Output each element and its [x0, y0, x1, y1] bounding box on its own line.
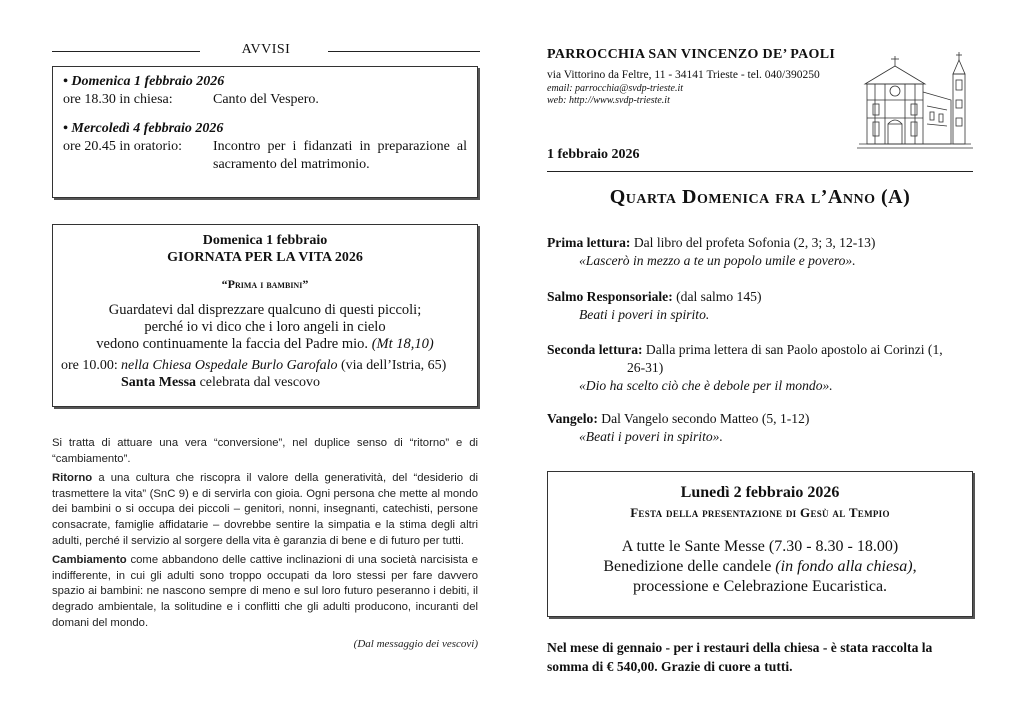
feast-procession: processione e Celebrazione Eucaristica. — [632, 578, 888, 595]
reading-citation: «Beati i poveri in spirito». — [579, 429, 723, 444]
vita-title: GIORNATA PER LA VITA 2026 — [167, 250, 363, 265]
reading-second — [547, 341, 973, 395]
bishops-message — [52, 436, 478, 653]
reading-first — [547, 234, 973, 270]
mass-celebration: Santa Messa celebrata dal vescovo — [121, 375, 321, 390]
quote-line: Guardatevi dal disprezzare qualcuno di questi piccoli; — [108, 302, 422, 318]
parish-address: via Vittorino da Feltre, 11 - 34141 Trieste - tel. 040/390250 — [547, 69, 820, 81]
event-description: Incontro per i fidanzati in preparazione al sacramento del matrimonio. — [213, 139, 467, 172]
reading-psalm — [547, 288, 973, 324]
church-illustration — [855, 44, 975, 152]
feast-name: Festa della presentazione di Gesù al Tempio — [630, 505, 890, 520]
feast-masses: A tutte le Sante Messe (7.30 - 8.30 - 18.00) — [621, 538, 899, 555]
reading-citation: «Dio ha scelto ciò che è debole per il mondo». — [579, 378, 833, 393]
article-ritorno: Ritorno a una cultura che riscopra il valore della generatività, del “desiderio di trasmettere la vita” (SnC 9) e di servirla con gioia. Ogni persona che mette al mondo dei bambini o si occupa dei piccoli – genitori, nonni, insegnanti, catechisti, persone consacrate, famiglie affidatarie – dovrebbe sentire la simpatia e la stima degli altri adulti, perché il servizio al sorgere della vita è garanzia di bene e di futuro per tutti. — [52, 472, 478, 547]
giornata-vita-box — [52, 224, 478, 407]
event-time: ore 20.45 in oratorio: — [63, 139, 182, 154]
quote-line-last: vedono continuamente la faccia del Padre mio. (Mt 18,10) — [96, 336, 434, 352]
reading-source: Dalla prima lettera di san Paolo apostolo ai Corinzi (1, — [642, 342, 943, 357]
reading-label: Salmo Responsoriale: — [547, 289, 673, 304]
mass-details — [121, 357, 446, 391]
feast-candles: Benedizione delle candele (in fondo alla chiesa), — [603, 558, 917, 575]
vita-date: Domenica 1 febbraio — [202, 233, 328, 248]
event-wednesday — [63, 120, 467, 174]
parish-web: web: http://www.svdp-trieste.it — [547, 95, 670, 106]
article-source: (Dal messaggio dei vescovi) — [353, 638, 478, 651]
event-description: Canto del Vespero. — [213, 92, 319, 107]
mass-info — [61, 357, 469, 391]
avvisi-heading — [52, 42, 480, 60]
reading-label: Vangelo: — [547, 411, 598, 426]
article-cambiamento: Cambiamento come abbandono delle cattive inclinazioni di una società narcisista e indifferente, in cui gli adulti sono troppo occupati da loro stessi per fare davvero spazio ai bambini: ne nascono sempre di meno e sul loro futuro peseranno i debiti, il degrado ambientale, la solitudine e i conflitti che gli adulti producono, incuranti del domani del mondo. — [52, 554, 478, 629]
event-title: • Mercoledì 4 febbraio 2026 — [63, 121, 224, 136]
vita-subtitle: “Prima i bambini” — [221, 277, 309, 291]
restoration-note: Nel mese di gennaio - per i restauri della chiesa - è stata raccolta la somma di € 540,00. Grazie di cuore a tutti. — [547, 640, 933, 674]
reading-citation: Beati i poveri in spirito. — [579, 307, 710, 322]
event-row — [63, 91, 467, 109]
event-sunday — [63, 73, 467, 109]
parish-name: PARROCCHIA SAN VINCENZO DE’ PAOLI — [547, 47, 836, 62]
reading-gospel — [547, 410, 973, 446]
avvisi-title: AVVISI — [241, 42, 291, 57]
quote-line: perché io vi dico che i loro angeli in cielo — [144, 319, 386, 335]
feast-box — [547, 471, 973, 617]
feast-date: Lunedì 2 febbraio 2026 — [680, 484, 840, 501]
mass-time: ore 10.00: — [61, 358, 118, 373]
mass-place: nella Chiesa Ospedale Burlo Garofalo (via dell’Istria, 65) — [121, 358, 447, 373]
reading-source: (dal salmo 145) — [672, 289, 762, 304]
reading-source-continued: 26-31) — [627, 360, 664, 375]
reading-citation: «Lascerò in mezzo a te un popolo umile e povero». — [579, 253, 856, 268]
feast-details — [556, 537, 964, 597]
sunday-title: Quarta Domenica fra l’Anno (A) — [609, 186, 911, 208]
reading-label: Seconda lettura: — [547, 342, 643, 357]
reading-source: Dal libro del profeta Sofonia (2, 3; 3, 12-13) — [630, 235, 876, 250]
heading-rule-right — [328, 51, 480, 52]
parish-email: email: parrocchia@svdp-trieste.it — [547, 83, 684, 94]
avvisi-box — [52, 66, 478, 198]
date-divider — [547, 171, 973, 172]
reading-source: Dal Vangelo secondo Matteo (5, 1-12) — [597, 411, 810, 426]
event-row — [63, 138, 467, 174]
event-title: • Domenica 1 febbraio 2026 — [63, 74, 225, 89]
event-time: ore 18.30 in chiesa: — [63, 92, 173, 107]
bulletin-date: 1 febbraio 2026 — [547, 147, 640, 162]
gospel-quote — [61, 302, 469, 353]
article-intro: Si tratta di attuare una vera “conversione”, nel duplice senso di “ritorno” e di “cambiamento”. — [52, 437, 478, 465]
reading-label: Prima lettura: — [547, 235, 631, 250]
quote-reference: (Mt 18,10) — [371, 336, 434, 352]
